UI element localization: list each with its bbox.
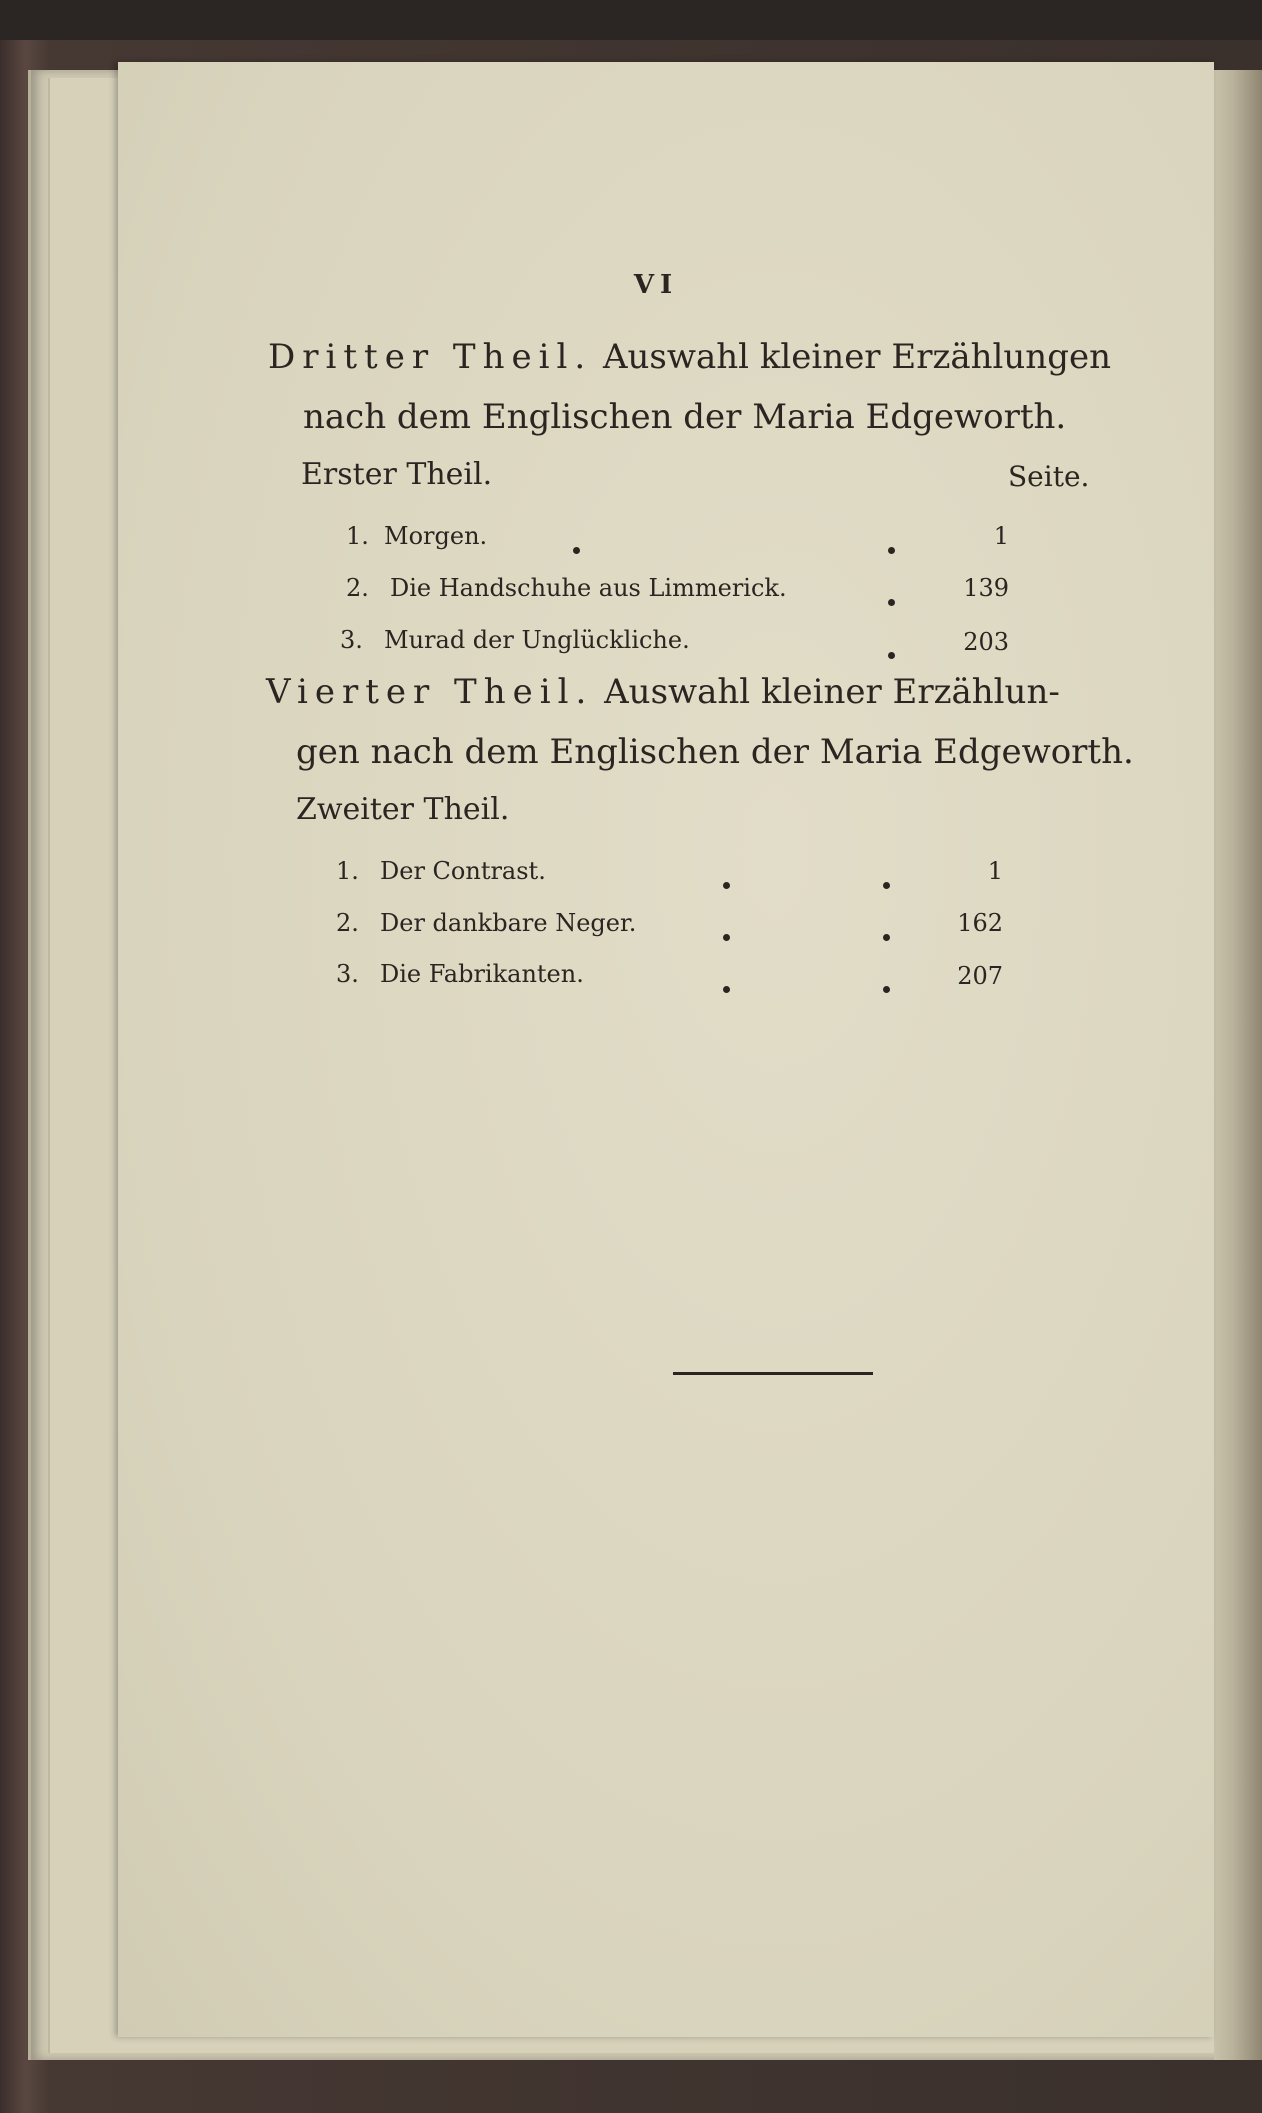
leader-dot (883, 882, 890, 889)
entry-number: 1. (346, 522, 369, 550)
entry-title: Der Contrast. (380, 857, 546, 885)
entry-page: 1 (993, 522, 1009, 550)
section-heading (266, 672, 1060, 712)
section-subheading: Erster Theil. (301, 457, 493, 492)
entry-page: 207 (957, 962, 1003, 990)
section-title: Auswahl kleiner Erzählun- (604, 672, 1060, 712)
section-title-continued: nach dem Englischen der Maria Edgeworth. (303, 397, 1067, 437)
leader-dot (883, 934, 890, 941)
entry-title: Die Handschuhe aus Limmerick. (390, 574, 787, 602)
entry-number: 1. (336, 857, 359, 885)
entry-page: 1 (987, 857, 1003, 885)
entry-page: 162 (957, 909, 1003, 937)
entry-page: 203 (963, 628, 1009, 656)
page-number: VI (633, 270, 679, 300)
entry-title: Morgen. (384, 522, 488, 550)
facing-page-edge (1214, 70, 1262, 2060)
section-part-label: Vierter Theil. (266, 672, 594, 712)
leader-dot (723, 882, 730, 889)
leader-dot (723, 986, 730, 993)
closing-rule (673, 1372, 873, 1375)
entry-number: 2. (336, 909, 359, 937)
page-column-label: Seite. (1008, 460, 1090, 493)
leader-dot (883, 986, 890, 993)
section-heading (268, 337, 1111, 377)
entry-number: 3. (340, 626, 363, 654)
leader-dot (573, 547, 580, 554)
entry-title: Die Fabrikanten. (380, 960, 584, 988)
entry-page: 139 (963, 574, 1009, 602)
section-part-label: Dritter Theil. (268, 337, 593, 377)
entry-number: 2. (346, 574, 369, 602)
section-title-continued: gen nach dem Englischen der Maria Edgeworth. (296, 732, 1134, 772)
leader-dot (888, 652, 895, 659)
leader-dot (723, 934, 730, 941)
book-page (118, 62, 1214, 2037)
section-subheading: Zweiter Theil. (296, 792, 510, 827)
entry-number: 3. (336, 960, 359, 988)
entry-title: Murad der Unglückliche. (384, 626, 690, 654)
leader-dot (888, 547, 895, 554)
section-title: Auswahl kleiner Erzählungen (602, 337, 1111, 377)
leader-dot (888, 599, 895, 606)
entry-title: Der dankbare Neger. (380, 909, 637, 937)
